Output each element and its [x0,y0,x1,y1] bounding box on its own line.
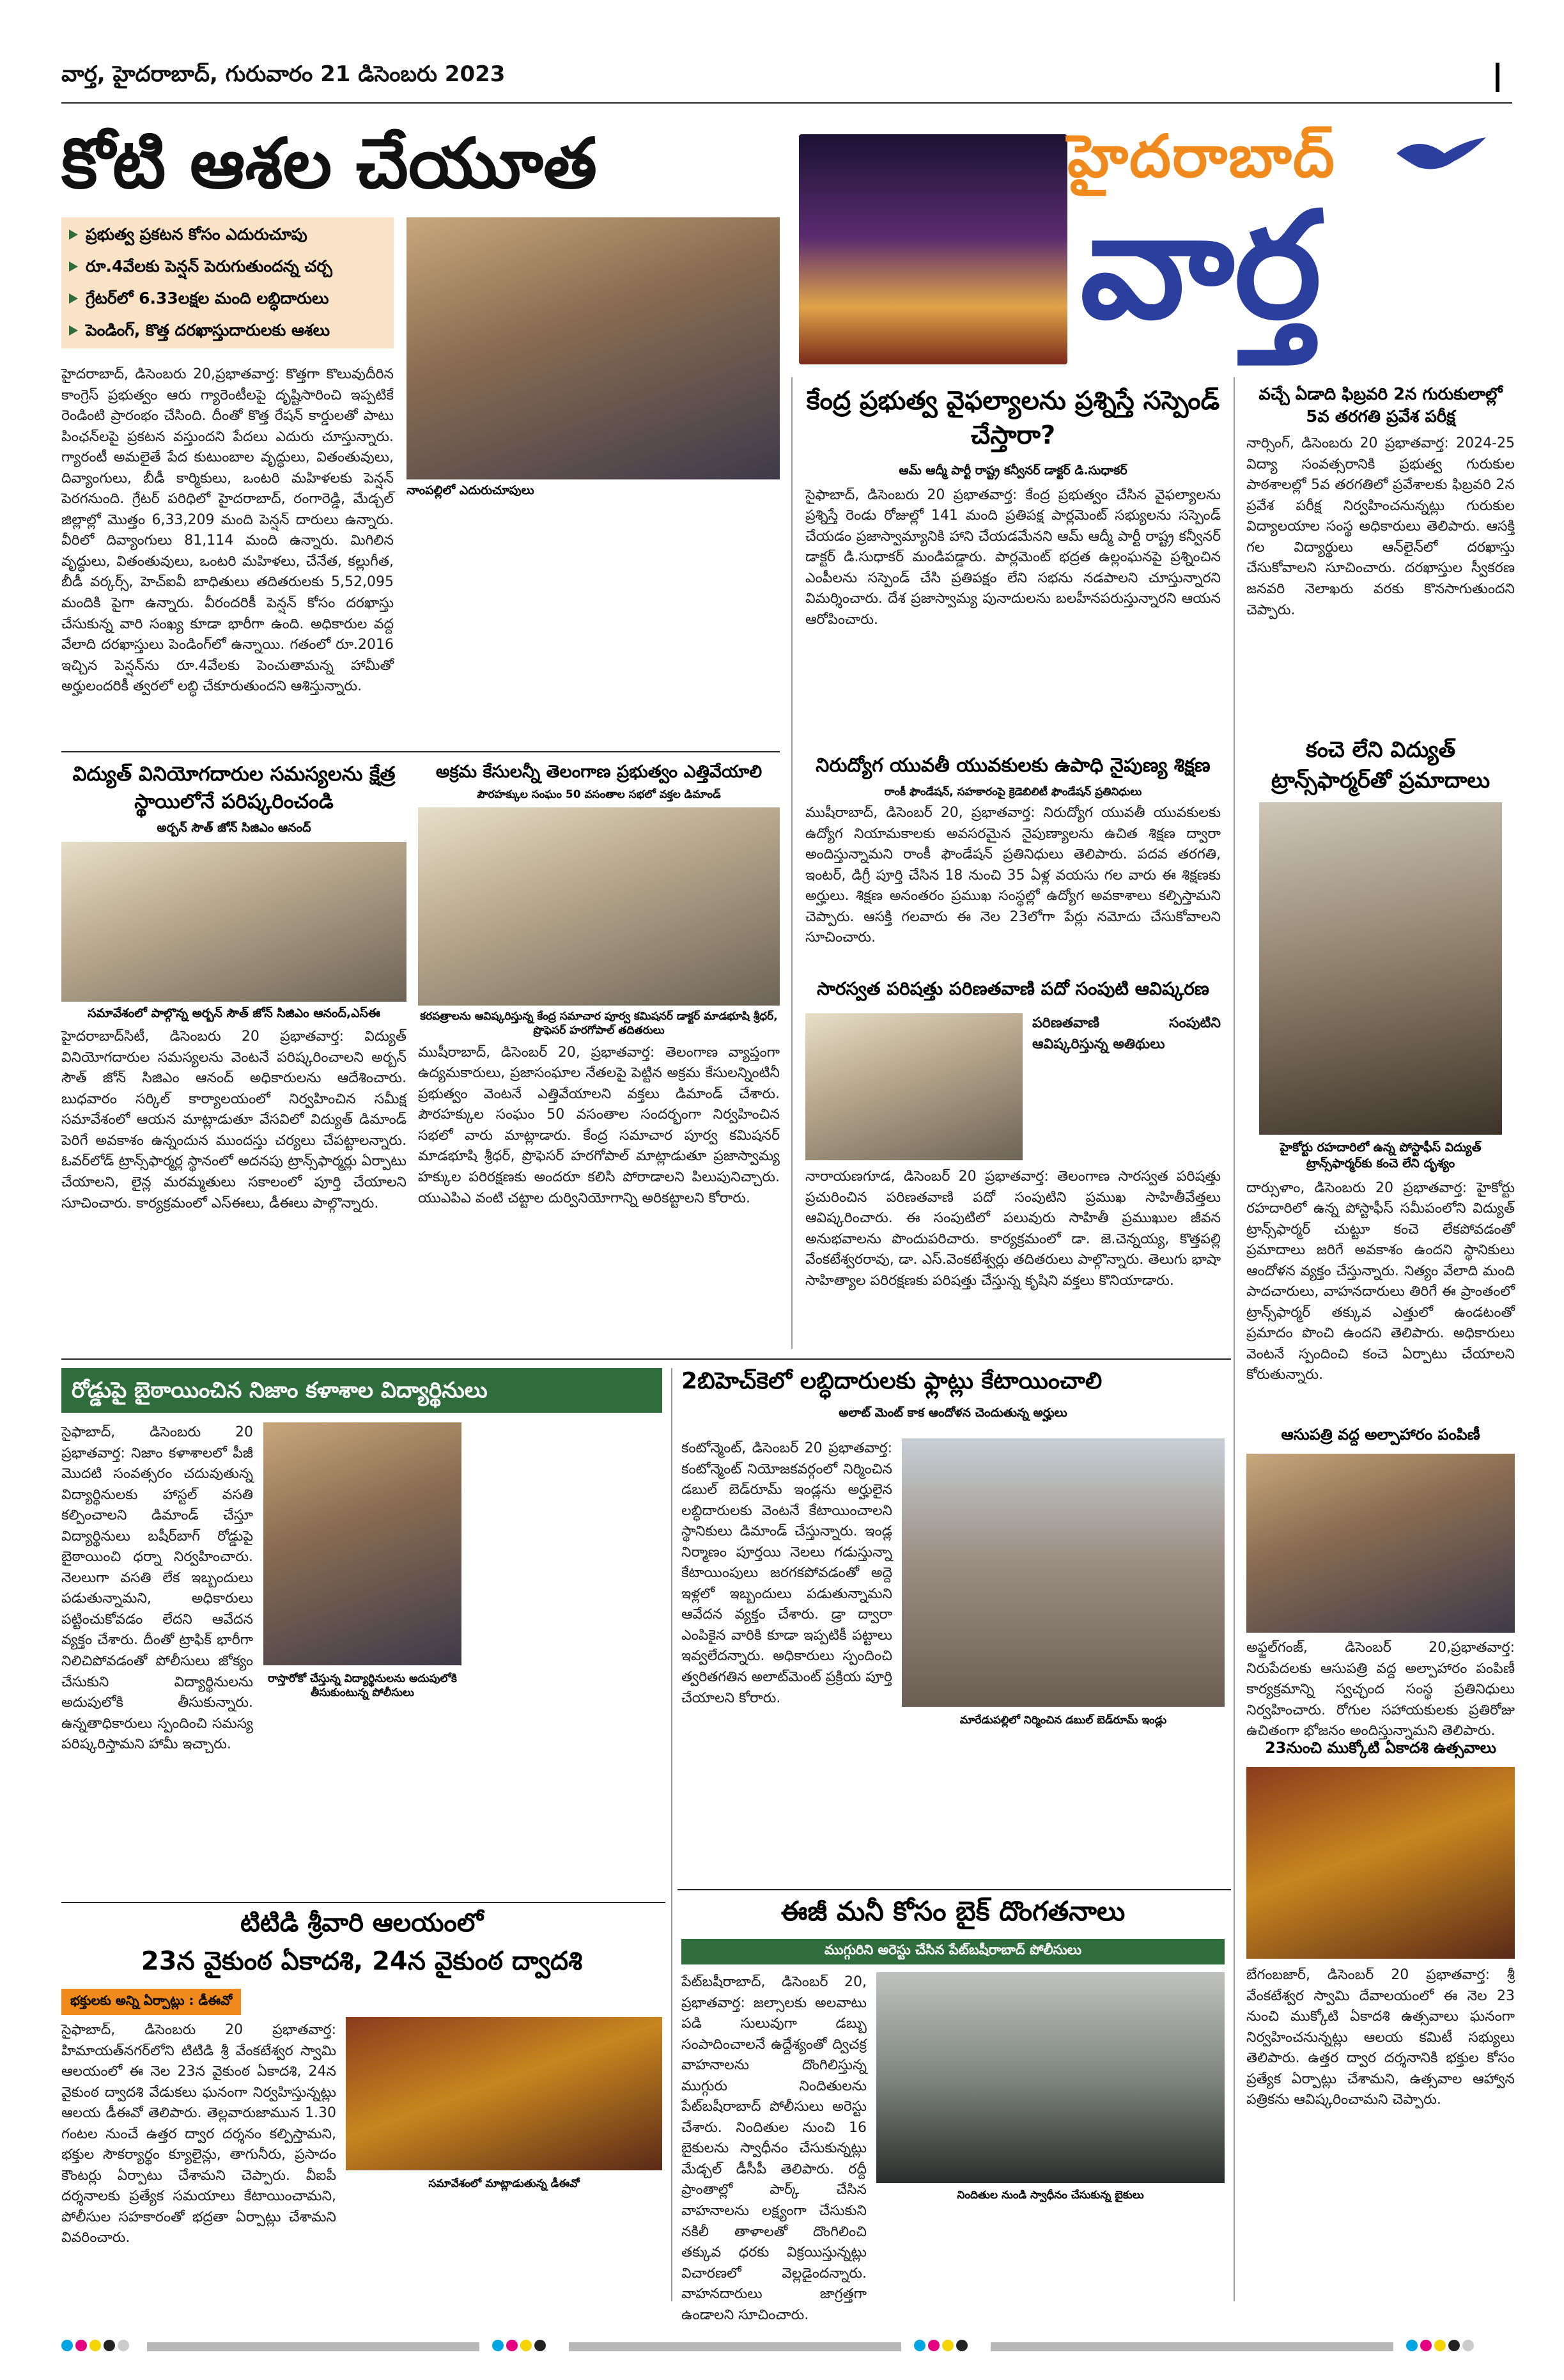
book-photo-caption: పరిణతవాణి సంపుటిని ఆవిష్కరిస్తున్న అతిథులు [1032,1015,1221,1052]
page-marker [1496,63,1499,92]
book-body: నారాయణగూడ, డిసెంబర్ 20 ప్రభాతవార్త: తెలంగాణ సారస్వత పరిషత్తు ప్రచురించిన పరిణతవాణి పదో సంపుటిని ప్రముఖ సాహితీవేత్తలు ఆవిష్కరించారు. ఈ సంపుటిలో పలువురు సాహితీ ప్రముఖుల జీవన అనుభవాలను పొందుపరిచారు. కార్యక్రమంలో డా. జె.చెన్నయ్య, కొత్తపల్లి వేంకటేశ్వరరావు, డా. ఎస్.వెంకటేశ్వర్లు తదితరులు పాల్గొన్నారు. తెలుగు భాషా సాహిత్యాల పరిరక్షణకు పరిషత్తు చేస్తున్న కృషిని వక్తలు కొనియాడారు. [805,1169,1221,1289]
section-rule [61,1902,665,1903]
bikes-body: పేట్‌బషీరాబాద్, డిసెంబర్ 20, ప్రభాతవార్త: జల్సాలకు అలవాటు పడి సులువుగా డబ్బు సంపాదించాలనే ఉద్దేశ్యంతో ద్విచక్ర వాహనాలను దొంగిలిస్తున్న ముగ్గురు నిందితులను పేట్‌బషీరాబాద్ పోలీసులు అరెస్టు చేశారు. నిందితుల నుంచి 16 బైకులను స్వాధీనం చేసుకున్నట్లు మేడ్చల్ డీసీపీ తెలిపారు. రద్దీ ప్రాంతాల్లో పార్క్ చేసిన వాహనాలను లక్ష్యంగా చేసుకుని నకిలీ తాళాలతో దొంగిలించి తక్కువ ధరకు విక్రయిస్తున్నట్లు విచారణలో వెల్లడైందన్నారు. వాహనదారులు జాగ్రత్తగా ఉండాలని సూచించారు. [681,1974,867,2323]
hospital-photo [1246,1454,1515,1633]
hospital-headline: ఆసుపత్రి వద్ద అల్పాహారం పంపిణీ [1281,1426,1480,1443]
temple-headline: 23నుంచి ముక్కోటి ఏకాదశి ఉత్సవాలు [1265,1739,1496,1757]
flats-photo-caption: మారేడుపల్లిలో నిర్మించిన డబుల్ బెడ్‌రూమ్ ఇండ్లు [959,1714,1167,1727]
electricity-headline: విద్యుత్ వినియోగదారుల సమస్యలను క్షేత్ర స్థాయిలోనే పరిష్కరించండి [72,763,396,814]
footer-strip [569,2342,901,2351]
ttd-headline-2: 23న వైకుంఠ ఏకాదశి, 24న వైకుంఠ ద్వాదశి [141,1947,583,1976]
electricity-photo-caption: సమావేశంలో పాల్గొన్న అర్బన్ సౌత్ జోన్ సిజిఎం ఆనంద్,ఎస్ఈ [88,1006,380,1021]
lead-bullet: ప్రభుత్వ ప్రకటన కోసం ఎదురుచూపు [61,220,394,249]
ttd-tag: భక్తులకు అన్ని ఏర్పాట్లు : డీఈవో [61,1989,241,2015]
book-photo [805,1013,1023,1160]
nizam-story [61,1368,662,1899]
section-rule [61,751,780,752]
transformer-headline: కంచె లేని విద్యుత్ ట్రాన్స్‌ఫార్మర్‌తో ప్రమాదాలు [1271,737,1490,793]
electricity-photo [61,842,406,1002]
aap-byline: ఆమ్ ఆద్మీ పార్టీ రాష్ట్ర కన్వీనర్ డాక్టర్ డి.సుధాకర్ [899,463,1127,478]
flats-photo [902,1438,1225,1707]
electricity-byline: అర్బన్ సౌత్ జోన్ సిజిఎం ఆనంద్ [157,820,311,835]
footer-strip [991,2342,1393,2351]
gurukul-body: నార్సింగ్, డిసెంబరు 20 ప్రభాతవార్త: 2024-25 విద్యా సంవత్సరానికి ప్రభుత్వ గురుకుల పాఠశాలల్లో 5వ తరగతిలో ప్రవేశాలకు ఫిబ్రవరి 2న ప్రవేశ పరీక్ష నిర్వహించనున్నట్లు గురుకుల విద్యాలయాల సంస్థ అధికారులు తెలిపారు. ఆసక్తి గల విద్యార్థులు ఆన్‌లైన్‌లో దరఖాస్తు చేసుకోవాలని సూచించారు. దరఖాస్తుల స్వీకరణ జనవరి నెలాఖరు వరకు కొనసాగుతుందని చెప్పారు. [1246,435,1515,618]
charminar-photo [799,134,1067,364]
temple-body: బేగంబజార్, డిసెంబర్ 20 ప్రభాతవార్త: శ్రీ వేంకటేశ్వర స్వామి దేవాలయంలో ఈ నెల 23 నుంచి ముక్కోటి ఏకాదశి ఉత్సవాలు ఘనంగా నిర్వహించనున్నట్లు ఆలయ కమిటీ సభ్యులు తెలిపారు. ఉత్తర ద్వార దర్శనానికి భక్తుల కోసం ప్రత్యేక ఏర్పాట్లు చేశామని, ఉత్సవాల ఆహ్వాన పత్రికను ఆవిష్కరించామని చెప్పారు. [1246,1967,1515,2108]
bikes-photo [876,1972,1225,2183]
registration-marks [61,2340,132,2354]
nizam-headline: రోడ్డుపై బైఠాయించిన నిజాం కళాశాల విద్యార్థినులు [61,1368,662,1413]
footer-strip [147,2342,479,2351]
lead-bullets [61,217,394,348]
nizam-photo-caption: రాస్తారోకో చేస్తున్న విద్యార్థినులను అదుపులోకి తీసుకుంటున్న పోలీసులు [268,1672,457,1700]
section-rule [61,1358,1231,1360]
lead-bullet: పెండింగ్, కొత్త దరఖాస్తుదారులకు ఆశలు [61,316,394,345]
nizam-body: సైఫాబాద్, డిసెంబరు 20 ప్రభాతవార్త: నిజాం కళాశాలలో పీజీ మొదటి సంవత్సరం చదువుతున్న విద్యార్థినులకు హాస్టల్ వసతి కల్పించాలని డిమాండ్ చేస్తూ విద్యార్థినులు బషీర్‌బాగ్ రోడ్డుపై బైఠాయించి ధర్నా నిర్వహించారు. నెలలుగా వసతి లేక ఇబ్బందులు పడుతున్నామని, అధికారులు పట్టించుకోవడం లేదని ఆవేదన వ్యక్తం చేశారు. దీంతో ట్రాఫిక్ భారీగా నిలిచిపోవడంతో పోలీసులు జోక్యం చేసుకుని విద్యార్థినులను అదుపులోకి తీసుకున్నారు. ఉన్నతాధికారులు స్పందించి సమస్య పరిష్కరిస్తామని హామీ ఇచ్చారు. [61,1424,253,1753]
nizam-photo [263,1422,461,1665]
ttd-story [61,1908,662,2305]
gurukul-headline: వచ్చే ఏడాది ఫిబ్రవరి 2న గురుకులాల్లో 5వ తరగతి ప్రవేశ పరీక్ష [1258,385,1503,427]
temple-story [1246,1739,1515,2301]
registration-marks [492,2340,548,2354]
flats-subhead: అలాట్ మెంట్ కాక ఆందోళన చెందుతున్న అర్హులు [839,1406,1067,1420]
book-story [805,978,1221,1355]
dateline-rule [61,102,1512,104]
masthead [799,121,1512,377]
masthead-top: హైదరాబాద్ [1067,121,1336,191]
lead-body: హైదరాబాద్, డిసెంబరు 20,ప్రభాతవార్త: కొత్తగా కొలువుదీరిన కాంగ్రెస్ ప్రభుత్వం ఆరు గ్యారెంటీలపై దృష్టిసారించి ఇప్పటికే రెండింటి ప్రారంభం చేసింది. దీంతో కొత్త రేషన్ కార్డులతో పాటు పింఛన్‌లపై ప్రకటన వస్తుందని పేదలు ఎదురు చూస్తున్నారు. గ్యారంటీ అమలైతే పేద కుటుంబాల వృద్ధులు, వితంతువులు, దివ్యాంగులు, బీడీ కార్మికులు, ఒంటరి మహిళలకు పెన్షన్ పెరగనుంది. గ్రేటర్ పరిధిలో హైదరాబాద్, రంగారెడ్డి, మేడ్చల్ జిల్లాల్లో మొత్తం 6,33,209 మంది పెన్షన్ దారులు ఉన్నారు. వీరిలో దివ్యాంగులు 81,114 మంది ఉన్నారు. మిగిలిన వృద్ధులు, వితంతువులు, ఒంటరి మహిళలు, చేనేత, కల్లుగీత, బీడీ వర్కర్స్, హెచ్ఐవీ బాధితులు తదితరులకు 5,52,095 మందికి పైగా ఉన్నారు. వీరందరికీ పెన్షన్ కోసం దరఖాస్తు చేసుకున్న వారి సంఖ్య కూడా భారీగా ఉంది. అధికారుల వద్ద వేలాది దరఖాస్తులు పెండింగ్‌లో ఉన్నాయి. గతంలో రూ.2016 ఇచ్చిన పెన్షన్‌ను రూ.4వేలకు పెంచుతామన్న హామీతో అర్హులందరికీ త్వరలో లబ్ధి చేకూరుతుందని ఆశిస్తున్నారు. [61,366,394,695]
ttd-photo [346,2017,662,2170]
registration-marks [1406,2340,1476,2354]
cases-photo-caption: కరపత్రాలను ఆవిష్కరిస్తున్న కేంద్ర సమాచార పూర్వ కమిషనర్ డాక్టర్ మాడభూషి శ్రీధర్, ప్రొఫెసర్ హరగోపాల్ తదితరులు [420,1009,778,1037]
flats-body: కంటోన్మెంట్, డిసెంబర్ 20 ప్రభాతవార్త: కంటోన్మెంట్ నియోజకవర్గంలో నిర్మించిన డబుల్ బెడ్‌రూమ్ ఇండ్లను అర్హులైన లబ్ధిదారులకు వెంటనే కేటాయించాలని స్థానికులు డిమాండ్ చేస్తున్నారు. ఇండ్ల నిర్మాణం పూర్తయి నెలలు గడుస్తున్నా కేటాయింపులు జరగకపోవడంతో అద్దె ఇళ్లలో ఇబ్బందులు పడుతున్నామని ఆవేదన వ్యక్తం చేశారు. డ్రా ద్వారా ఎంపికైన వారికి కూడా ఇప్పటికీ పట్టాలు ఇవ్వలేదన్నారు. అధికారులు స్పందించి త్వరితగతిన అలాట్‌మెంట్ ప్రక్రియ పూర్తి చేయాలని కోరారు. [681,1440,892,1706]
col-rule [1234,377,1235,2301]
electricity-story [61,761,406,1355]
lead-photo-caption: నాంపల్లిలో ఎదురుచూపులు [406,483,534,497]
registration-marks [914,2340,970,2354]
training-body: ముషీరాబాద్, డిసెంబర్ 20, ప్రభాతవార్త: నిరుద్యోగ యువతీ యువకులకు ఉద్యోగ నియామకాలకు అవసరమైన నైపుణ్యాలను ఉచిత శిక్షణ ద్వారా అందిస్తున్నామని రాంకీ ఫౌండేషన్ ప్రతినిధులు తెలిపారు. పదవ తరగతి, ఇంటర్, డిగ్రీ పూర్తి చేసిన 18 నుంచి 35 ఏళ్ల వయసు గల వారు ఈ శిక్షణకు అర్హులు. శిక్షణ అనంతరం ప్రముఖ సంస్థల్లో ఉద్యోగ అవకాశాలు కల్పిస్తామని చెప్పారు. ఆసక్తి గలవారు ఈ నెల 23లోగా పేర్లు నమోదు చేసుకోవాలని సూచించారు. [805,805,1221,946]
transformer-body: దార్సుళాం, డిసెంబరు 20 ప్రభాతవార్త: హైకోర్టు రహదారిలో ఉన్న పోస్టాఫీస్ సమీపంలోని విద్యుత్ ట్రాన్స్‌ఫార్మర్ చుట్టూ కంచె లేకపోవడంతో ప్రమాదాలు జరిగే అవకాశం ఉందని స్థానికులు ఆందోళన వ్యక్తం చేస్తున్నారు. నిత్యం వేలాది మంది పాదచారులు, వాహనదారులు తిరిగే ఈ ప్రాంతంలో ట్రాన్స్‌ఫార్మర్ తక్కువ ఎత్తులో ఉండటంతో ప్రమాదం పొంచి ఉందని తెలిపారు. అధికారులు వెంటనే స్పందించి కంచె ఏర్పాటు చేయాలని కోరుతున్నారు. [1246,1179,1515,1383]
aap-headline: కేంద్ర ప్రభుత్వ వైఫల్యాలను ప్రశ్నిస్తే సస్పెండ్ చేస్తారా? [806,386,1220,450]
lead-bullet: రూ.4వేలకు పెన్షన్ పెరుగుతుందన్న చర్చ [61,252,394,281]
cases-subhead: పౌరహక్కుల సంఘం 50 వసంతాల సభలో వక్తల డిమాండ్ [477,788,721,802]
col-rule [791,377,793,1349]
bikes-story [681,1895,1225,2323]
training-byline: రాంకీ ఫౌండేషన్, సహకారంపై క్రెడెబిలిటీ ఫౌండేషన్ ప్రతినిధులు [884,786,1142,798]
lead-bullet: గ్రేటర్‌లో 6.33లక్షల మంది లబ్ధిదారులు [61,284,394,313]
dateline: వార్త, హైదరాబాద్, గురువారం 21 డిసెంబరు 2023 [61,61,506,87]
bikes-photo-caption: నిందితుల నుండి స్వాధీనం చేసుకున్న బైకులు [957,2189,1144,2202]
hospital-story [1246,1426,1515,1739]
masthead-main: వార్త [1080,179,1322,352]
aap-story [805,384,1221,742]
col-rule [671,1368,672,2301]
ttd-body: సైఫాబాద్, డిసెంబరు 20 ప్రభాతవార్త: హిమాయత్‌నగర్‌లోని టిటిడి శ్రీ వేంకటేశ్వర స్వామి ఆలయంలో ఈ నెల 23న వైకుంఠ ఏకాదశి, 24న వైకుంఠ ద్వాదశి వేడుకలు ఘనంగా నిర్వహిస్తున్నట్లు ఆలయ డీఈవో తెలిపారు. తెల్లవారుజామున 1.30 గంటల నుంచే ఉత్తర ద్వార దర్శనం కల్పిస్తామని, భక్తుల సౌకర్యార్థం క్యూలైన్లు, తాగునీరు, ప్రసాదం కౌంటర్లు ఏర్పాటు చేశామని చెప్పారు. వీఐపీ దర్శనాలకు ప్రత్యేక సమయాలు కేటాయించామని, పోలీసుల సహకారంతో భద్రతా ఏర్పాట్లు చేశామని వివరించారు. [61,2022,336,2246]
lead-headline: కోటి ఆశల చేయూత [61,124,597,204]
section-rule [677,1889,1231,1890]
gurukul-story [1246,384,1515,729]
aap-body: సైఫాబాద్, డిసెంబరు 20 ప్రభాతవార్త: కేంద్ర ప్రభుత్వం చేసిన వైఫల్యాలను ప్రశ్నిస్తే రెండు రోజుల్లో 141 మంది ప్రతిపక్ష పార్లమెంట్ సభ్యులను సస్పెండ్ చేయడం ప్రజాస్వామ్యానికి హాని చేయడమేనని ఆమ్ ఆద్మీ పార్టీ రాష్ట్ర కన్వీనర్ డాక్టర్ డి.సుధాకర్ మండిపడ్డారు. పార్లమెంట్ భద్రత ఉల్లంఘనపై ప్రశ్నించిన ఎంపీలను సస్పెండ్ చేసి ప్రతిపక్షం లేని సభను నడపాలని చూస్తున్నారని విమర్శించారు. దేశ ప్రజాస్వామ్య పునాదులను బలహీనపరుస్తున్నారని ఆయన ఆరోపించారు. [805,486,1221,628]
transformer-photo [1259,802,1502,1135]
masthead-bird-icon [1393,134,1489,185]
flats-story [681,1368,1225,1886]
lead-story [61,121,780,850]
cases-body: ముషీరాబాద్, డిసెంబర్ 20, ప్రభాతవార్త: తెలంగాణ వ్యాప్తంగా ఉద్యమకారులు, ప్రజాసంఘాల నేతలపై పెట్టిన అక్రమ కేసులన్నింటినీ ప్రభుత్వం వెంటనే ఎత్తివేయాలని వక్తలు డిమాండ్ చేశారు. పౌరహక్కుల సంఘం 50 వసంతాల సందర్భంగా నిర్వహించిన సభలో వారు మాట్లాడారు. కేంద్ర సమాచార పూర్వ కమిషనర్ మాడభూషి శ్రీధర్, ప్రొఫెసర్ హరగోపాల్ మాట్లాడుతూ ప్రజాస్వామ్య హక్కుల పరిరక్షణకు అందరూ కలిసి పోరాడాలని పిలుపునిచ్చారు. యుఎపిఎ వంటి చట్టాల దుర్వినియోగాన్ని అరికట్టాలని కోరారు. [418,1044,780,1206]
transformer-photo-caption: హైకోర్టు రహదారిలో ఉన్న పోస్టాఫీస్ విద్యుత్ ట్రాన్స్‌ఫార్మర్‌కు కంచె లేని దృశ్యం [1280,1140,1482,1171]
lead-photo [406,217,780,479]
training-story [805,754,1221,959]
cases-story [418,761,780,1355]
ttd-headline-1: టిటిడి శ్రీవారి ఆలయంలో [240,1908,483,1938]
flats-headline: 2బిహెచ్‌కెలో లబ్ధిదారులకు ఫ్లాట్లు కేటాయించాలి [681,1368,1103,1394]
book-headline: సారస్వత పరిషత్తు పరిణతవాణి పదో సంపుటి ఆవిష్కరణ [817,978,1209,999]
temple-photo [1246,1767,1515,1959]
cases-photo [418,807,780,1006]
training-headline: నిరుద్యోగ యువతీ యువకులకు ఉపాధి నైపుణ్య శిక్షణ [816,754,1211,777]
cases-headline: అక్రమ కేసులన్నీ తెలంగాణ ప్రభుత్వం ఎత్తివేయాలి [435,762,763,782]
hospital-body: అఫ్జల్‌గంజ్, డిసెంబర్ 20,ప్రభాతవార్త: నిరుపేదలకు ఆసుపత్రి వద్ద అల్పాహారం పంపిణీ కార్యక్రమాన్ని స్వచ్ఛంద సంస్థ ప్రతినిధులు నిర్వహించారు. రోగుల సహాయకులకు ప్రతిరోజు ఉచితంగా భోజనం అందిస్తున్నామని తెలిపారు. [1246,1640,1515,1739]
ttd-photo-caption: సమావేశంలో మాట్లాడుతున్న డీఈవో [428,2177,580,2190]
bikes-subhead: ముగ్గురిని అరెస్టు చేసిన పేట్‌బషీరాబాద్ పోలీసులు [681,1939,1225,1964]
transformer-story [1246,735,1515,1406]
bikes-headline: ఈజీ మనీ కోసం బైక్ దొంగతనాలు [780,1895,1126,1927]
electricity-body: హైదరాబాద్‌సిటీ, డిసెంబరు 20 ప్రభాతవార్త: విద్యుత్ వినియోగదారుల సమస్యలను వెంటనే పరిష్కరించాలని అర్బన్ సౌత్ జోన్ సిజిఎం ఆనంద్ అధికారులను ఆదేశించారు. బుధవారం సర్కిల్ కార్యాలయంలో నిర్వహించిన సమీక్ష సమావేశంలో ఆయన మాట్లాడుతూ వేసవిలో విద్యుత్ డిమాండ్ పెరిగే అవకాశం ఉన్నందున ముందస్తు చర్యలు చేపట్టాలన్నారు. ఓవర్‌లోడ్ ట్రాన్స్‌ఫార్మర్ల స్థానంలో అదనపు ట్రాన్స్‌ఫార్మర్లు ఏర్పాటు చేయాలని, లైన్ల మరమ్మతులు సకాలంలో పూర్తి చేయాలని సూచించారు. కార్యక్రమంలో ఎస్ఈలు, డీఈలు పాల్గొన్నారు. [61,1029,406,1211]
